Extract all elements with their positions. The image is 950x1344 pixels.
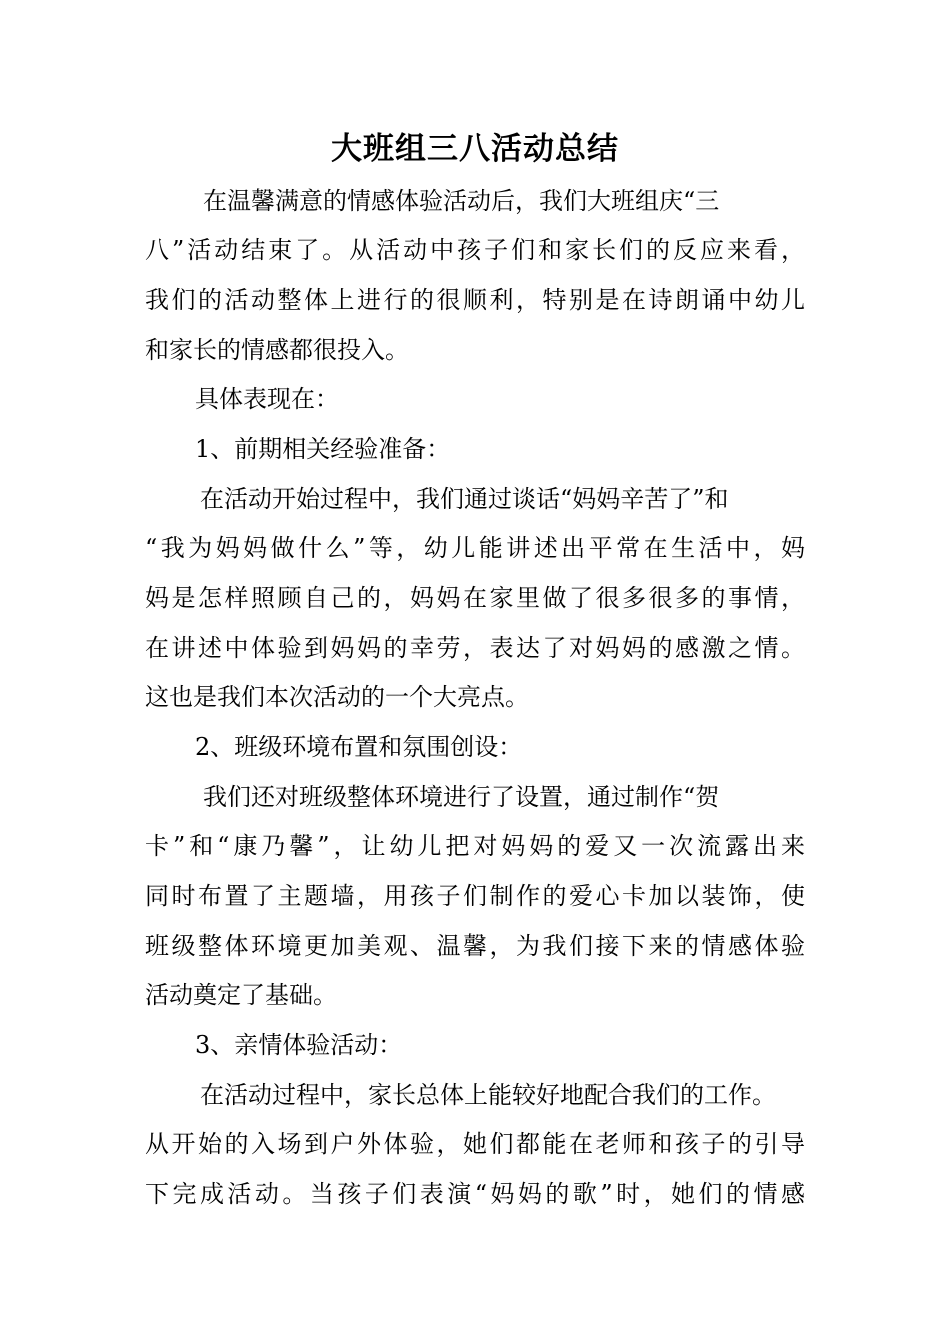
paragraph-line: 在活动开始过程中，我们通过谈话“妈妈辛苦了”和 — [200, 485, 729, 513]
paragraph-line: 具体表现在： — [195, 385, 339, 413]
paragraph-line: 下完成活动。当孩子们表演“妈妈的歌”时，她们的情感 — [145, 1180, 805, 1208]
paragraph-line: 从开始的入场到户外体验，她们都能在老师和孩子的引导 — [145, 1130, 805, 1158]
paragraph-line: 和家长的情感都很投入。 — [145, 336, 409, 364]
paragraph-line: 班级整体环境更加美观、温馨，为我们接下来的情感体验 — [145, 932, 805, 960]
section-heading: 1、前期相关经验准备： — [195, 435, 451, 463]
paragraph-line: 这也是我们本次活动的一个大亮点。 — [145, 683, 529, 711]
paragraph-line: 八”活动结束了。从活动中孩子们和家长们的反应来看， — [145, 236, 805, 264]
paragraph-line: 我们的活动整体上进行的很顺利，特别是在诗朗诵中幼儿 — [145, 286, 805, 314]
paragraph-line: 同时布置了主题墙，用孩子们制作的爱心卡加以装饰，使 — [145, 882, 805, 910]
paragraph-line: 在温馨满意的情感体验活动后，我们大班组庆“三 — [203, 187, 720, 215]
paragraph-line: 活动奠定了基础。 — [145, 981, 337, 1009]
paragraph-line: 妈是怎样照顾自己的，妈妈在家里做了很多很多的事情， — [145, 584, 805, 612]
document-title: 大班组三八活动总结 — [331, 131, 619, 167]
paragraph-line: 在活动过程中，家长总体上能较好地配合我们的工作。 — [200, 1081, 776, 1109]
section-heading: 3、亲情体验活动： — [195, 1031, 403, 1059]
section-heading: 2、班级环境布置和氛围创设： — [195, 733, 523, 761]
paragraph-line: 我们还对班级整体环境进行了设置，通过制作“贺 — [203, 783, 720, 811]
paragraph-line: 卡”和“康乃馨”，让幼儿把对妈妈的爱又一次流露出来 — [145, 832, 805, 860]
paragraph-line: “我为妈妈做什么”等，幼儿能讲述出平常在生活中，妈 — [145, 534, 805, 562]
paragraph-line: 在讲述中体验到妈妈的幸劳，表达了对妈妈的感激之情。 — [145, 634, 805, 662]
